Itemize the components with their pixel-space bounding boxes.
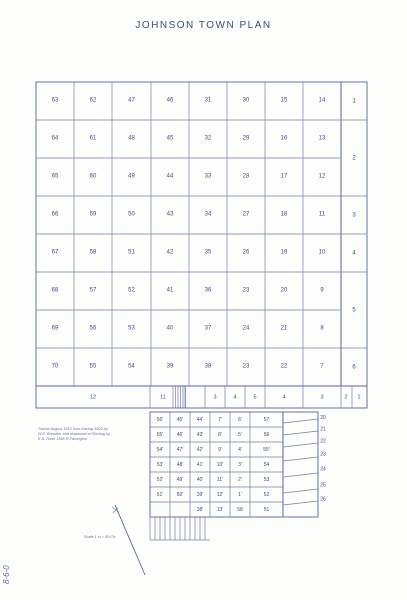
lot-number: 69: [51, 325, 59, 332]
lot-number: 41: [166, 287, 174, 294]
lot-number: 53: [128, 325, 135, 332]
sub-lot-number: 11': [216, 476, 224, 483]
sub-lot-number: 10': [216, 461, 224, 468]
lot-number: 58: [89, 249, 97, 256]
lot-number: 60: [89, 173, 97, 180]
sub-lot-number: 44': [196, 416, 204, 423]
sub-lot-number: 38': [196, 506, 204, 513]
right-column-lot-number: 5: [352, 307, 356, 314]
lot-number: 50: [128, 211, 135, 218]
sub-lot-number: 53': [156, 461, 164, 468]
sub-lot-number: 4': [238, 446, 242, 453]
sub-lot-number: 56: [263, 431, 270, 438]
sub-lot-number: 52': [156, 476, 164, 483]
lot-number: 16: [280, 135, 288, 142]
sub-lot-number: 9': [218, 446, 222, 453]
lot-number: 7: [320, 363, 324, 370]
sub-lot-number: 55': [263, 446, 270, 453]
sub-lot-number: 12': [216, 491, 224, 498]
side-lot-line: [283, 431, 318, 435]
lot-number: 8: [320, 325, 324, 332]
lot-number: 28: [242, 173, 250, 180]
lot-number: 18: [280, 211, 288, 218]
sub-lot-number: 58: [237, 506, 243, 513]
sub-lot-number: 45': [176, 416, 184, 423]
lot-number: 54: [128, 363, 135, 370]
bottom-strip-lot-number: 12: [89, 394, 97, 401]
lot-number: 38: [204, 363, 212, 370]
lot-number: 48: [128, 135, 135, 142]
lot-number: 45: [166, 135, 174, 142]
bottom-strip-lot-number: 3: [213, 394, 217, 401]
lot-number: 65: [51, 173, 59, 180]
lot-number: 62: [89, 97, 97, 104]
sub-lot-number: 43': [196, 431, 204, 438]
lot-number: 29: [242, 135, 250, 142]
lot-number: 61: [89, 135, 97, 142]
sub-lot-number: 40': [196, 476, 204, 483]
sub-lot-number: 55': [156, 431, 164, 438]
sub-lot-number: 13': [216, 506, 224, 513]
lot-number: 68: [51, 287, 59, 294]
lot-number: 67: [51, 249, 59, 256]
lot-number: 15: [280, 97, 288, 104]
lot-number: 39: [166, 363, 174, 370]
side-lot-number: 21: [320, 426, 326, 433]
lot-number: 21: [280, 325, 288, 332]
lot-number: 55: [89, 363, 97, 370]
side-lot-number: 24: [320, 466, 326, 473]
lot-number: 12: [318, 173, 326, 180]
lot-number: 44: [166, 173, 174, 180]
side-lot-line: [283, 419, 318, 423]
tracing-note-line: W.E. Brendler and Inspected at Sterling by: [38, 432, 110, 436]
lot-number: 24: [242, 325, 250, 332]
right-column-lot-number: 3: [352, 212, 356, 219]
sub-lot-number: 5': [238, 431, 242, 438]
lot-number: 19: [280, 249, 288, 256]
sub-lot-number: 54': [156, 446, 164, 453]
lot-number: 32: [204, 135, 212, 142]
lot-number: 13: [318, 135, 326, 142]
sub-lot-number: 46': [176, 431, 184, 438]
bottom-strip-lot-number: 3: [320, 394, 324, 401]
sub-lot-number: 57: [263, 416, 270, 423]
lot-number: 20: [280, 287, 288, 294]
lot-number: 46: [166, 97, 174, 104]
sub-lot-number: 2': [238, 476, 242, 483]
sub-lot-number: 52: [263, 491, 270, 498]
lot-number: 23: [242, 363, 250, 370]
sub-lot-number: 3': [238, 461, 242, 468]
tracing-note-line: Traced August 1910 from tracing 1903 by: [38, 427, 108, 431]
lot-number: 37: [204, 325, 212, 332]
sub-lot-number: 56': [156, 416, 164, 423]
bottom-strip-lot-number: 4: [282, 394, 286, 401]
meridian-line: [115, 505, 145, 575]
lot-number: 9: [320, 287, 324, 294]
side-lot-line: [283, 457, 318, 461]
lot-number: 57: [89, 287, 97, 294]
lot-number: 52: [128, 287, 135, 294]
bottom-strip-border: [36, 386, 367, 408]
sub-lot-number: 51: [263, 506, 270, 513]
lot-number: 23: [242, 287, 250, 294]
lot-number: 63: [51, 97, 59, 104]
arrow-head-line: [112, 507, 119, 512]
sub-lot-number: 1': [238, 491, 242, 498]
right-column-lot-number: 6: [352, 364, 356, 371]
side-lot-line: [283, 489, 318, 493]
tracing-note: [38, 427, 148, 442]
sub-lot-number: 53: [263, 476, 270, 483]
lot-number: 33: [204, 173, 212, 180]
lot-number: 36: [204, 287, 212, 294]
right-column-lot-number: 2: [352, 155, 356, 162]
sub-lot-number: 49': [176, 476, 184, 483]
bottom-strip-lot-number: 1: [357, 394, 361, 401]
lot-number: 66: [51, 211, 59, 218]
margin-stamp: 8-6-0: [2, 565, 11, 584]
lot-number: 14: [318, 97, 326, 104]
lot-number: 59: [89, 211, 97, 218]
bottom-strip-lot-number: 4: [233, 394, 237, 401]
lot-number: 22: [280, 363, 288, 370]
sub-lot-number: 48': [176, 461, 184, 468]
lot-number: 43: [166, 211, 174, 218]
map-title: JOHNSON TOWN PLAN: [135, 20, 272, 31]
sub-lot-number: 47': [176, 446, 184, 453]
sub-lot-number: 41': [196, 461, 204, 468]
sub-lot-number: 7': [218, 416, 222, 423]
side-lot-line: [283, 501, 318, 505]
lot-number: 26: [242, 249, 250, 256]
lot-number: 51: [128, 249, 135, 256]
tracing-note-line: E.N. Rose 1895 R.Farrington: [38, 437, 88, 441]
sub-lot-number: 50': [176, 491, 184, 498]
bottom-strip-lot-number: 2: [344, 394, 348, 401]
lot-number: 17: [280, 173, 288, 180]
lot-number: 34: [204, 211, 212, 218]
lot-number: 47: [128, 97, 135, 104]
lot-number: 11: [318, 211, 326, 218]
side-lot-number: 26: [320, 496, 326, 503]
side-lot-line: [283, 473, 318, 477]
side-lot-line: [283, 443, 318, 447]
side-lot-number: 20: [320, 414, 326, 421]
bottom-strip-lot-number: 5: [253, 394, 257, 401]
lot-number: 42: [166, 249, 174, 256]
lot-number: 35: [204, 249, 212, 256]
sub-lot-number: 51': [156, 491, 164, 498]
lot-number: 10: [318, 249, 326, 256]
lot-number: 64: [51, 135, 59, 142]
sub-lot-number: 54: [263, 461, 270, 468]
sub-lot-number: 6': [238, 416, 242, 423]
lot-number: 70: [51, 363, 59, 370]
side-lot-number: 25: [320, 482, 326, 489]
lot-number: 31: [204, 97, 212, 104]
scale-label: Scale 1 in = 50 Ch.: [84, 535, 117, 539]
side-lot-number: 23: [320, 451, 326, 458]
sub-lot-number: 42': [196, 446, 204, 453]
sub-lot-number: 8': [218, 431, 222, 438]
lot-number: 40: [166, 325, 174, 332]
lot-number: 56: [89, 325, 97, 332]
bottom-strip-lot-number: 11: [160, 394, 166, 401]
lot-number: 30: [242, 97, 250, 104]
right-column-lot-number: 4: [352, 250, 356, 257]
lot-number: 27: [242, 211, 250, 218]
right-column-lot-number: 1: [352, 98, 356, 105]
side-lot-number: 22: [320, 438, 326, 445]
lot-number: 49: [128, 173, 135, 180]
sub-lot-number: 39': [196, 491, 204, 498]
